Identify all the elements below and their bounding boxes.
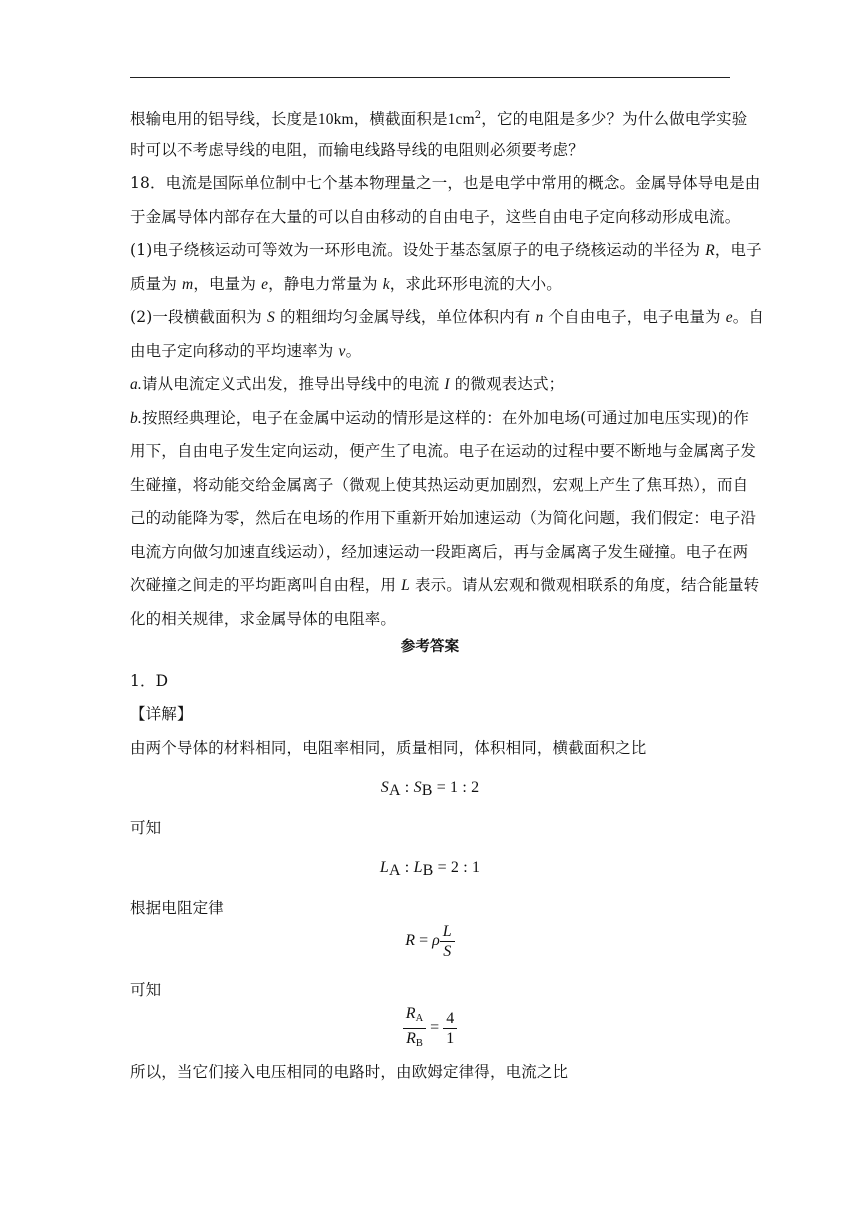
- var-R: R: [405, 931, 416, 949]
- header-rule: [130, 77, 730, 78]
- area-value: 1cm: [447, 111, 475, 128]
- q18-part2-line-2: [130, 341, 730, 361]
- var-e: e: [725, 309, 733, 326]
- area-exponent: 2: [474, 110, 482, 121]
- sub-B: B: [421, 781, 433, 799]
- equation-area-ratio: [130, 778, 730, 798]
- q18-part-b-line-4: 己的动能降为零，然后在电场的作用下重新开始加速运动（为简化问题，我们假定：电子沿: [130, 509, 757, 527]
- var-I: I: [444, 376, 450, 393]
- explanation-3: 根据电阻定律: [130, 898, 224, 917]
- denominator: S: [443, 942, 452, 960]
- var-rho: ρ: [432, 931, 440, 949]
- q18-part1-line-1: [130, 240, 762, 260]
- q18-part1-line-2: [130, 274, 730, 294]
- var-R: R: [405, 1004, 416, 1022]
- answers-title: 参考答案: [400, 638, 460, 655]
- sub-A: A: [415, 1012, 424, 1024]
- numerator: L: [440, 922, 455, 942]
- detail-label: 【详解】: [130, 705, 193, 723]
- explanation-2: 可知: [130, 818, 162, 837]
- q18-part-b-line-7: 化的相关规律，求金属导体的电阻率。: [130, 609, 397, 628]
- q18-part-b-line-5: 电流方向做匀加速直线运动），经加速运动一段距离后，再与金属离子发生碰撞。电子在两: [130, 542, 749, 561]
- text: 由电子定向移动的平均速率为: [130, 341, 339, 360]
- text: ，它的电阻是多少？为什么做电学实验: [481, 110, 748, 128]
- var-R: R: [705, 242, 715, 259]
- text: 的粗细均匀金属导线，单位体积内有: [274, 308, 536, 326]
- q18-part-b-line-3: 生碰撞，将动能交给金属离子（微观上使其热运动更加剧烈，宏观上产生了焦耳热），而自: [130, 475, 749, 494]
- q18-intro-2: 于金属导体内部存在大量的可以自由移动的自由电子，这些自由电子定向移动形成电流。: [130, 207, 741, 226]
- q18-part-a: [130, 374, 730, 394]
- q18-part-b-line-2: 用下，自由电子发生定向运动，便产生了电流。电子在运动的过程中要不断地与金属离子发: [130, 442, 757, 460]
- fraction-left: [403, 1004, 426, 1053]
- var-v: v: [338, 342, 346, 360]
- var-n: n: [535, 309, 544, 326]
- text: (1)电子绕核运动可等效为一环形电流。设处于基态氢原子的电子绕核运动的半径为: [130, 241, 706, 259]
- q18-part-b-line-1: [130, 408, 750, 428]
- text: 。: [345, 341, 362, 360]
- page-content: [130, 106, 765, 1095]
- sub-B: B: [415, 1037, 423, 1049]
- text: 表示。请从宏观和微观相联系的角度，结合能量转: [409, 576, 760, 594]
- colon: :: [400, 778, 414, 796]
- text: ，电量为: [193, 274, 262, 293]
- colon: :: [400, 858, 414, 876]
- text: (2)一段横截面积为: [130, 308, 268, 326]
- text: 。自: [732, 308, 765, 326]
- explanation-1: 由两个导体的材料相同，电阻率相同，质量相同，体积相同，横截面积之比: [130, 738, 647, 757]
- numerator: [403, 1004, 426, 1029]
- label-a: a.: [130, 376, 142, 393]
- var-L: L: [413, 858, 423, 876]
- ratio-value: = 1 : 2: [432, 778, 480, 796]
- answer-1: 1．D: [130, 671, 169, 690]
- denominator: [403, 1029, 426, 1053]
- q18-intro-1: 18．电流是国际单位制中七个基本物理量之一，也是电学中常用的概念。金属导体导电是由: [130, 174, 761, 192]
- var-L: L: [401, 577, 410, 594]
- q17-line-2: 时可以不考虑导线的电阻，而输电线路导线的电阻则必须要考虑？: [130, 140, 584, 159]
- var-L: L: [379, 858, 389, 876]
- q18-part-b-line-6: [130, 575, 760, 595]
- q17-line-1: [130, 106, 748, 128]
- var-S: S: [267, 309, 275, 326]
- text: ，电子: [714, 241, 762, 259]
- explanation-4: 可知: [130, 980, 162, 999]
- explanation-5: 所以，当它们接入电压相同的电路时，由欧姆定律得，电流之比: [130, 1062, 569, 1081]
- length-value: 10km: [317, 111, 354, 128]
- label-b: b.: [130, 409, 142, 427]
- var-R: R: [406, 1029, 416, 1047]
- text: 次碰撞之间走的平均距离叫自由程，用: [130, 576, 402, 594]
- var-k: k: [382, 275, 390, 293]
- text: 个自由电子，电子电量为: [543, 308, 726, 326]
- text: 的微观表达式；: [449, 375, 565, 393]
- text: 按照经典理论，电子在金属中运动的情形是这样的：在外加电场(可通过加电压实现)的作: [141, 408, 750, 427]
- text: ，求此环形电流的大小。: [389, 274, 562, 293]
- q18-part2-line-1: [130, 307, 765, 327]
- var-e: e: [261, 275, 269, 293]
- text: 请从电流定义式出发，推导出导线中的电流: [141, 375, 445, 393]
- equation-resistance-law: [130, 922, 730, 968]
- var-S: S: [413, 778, 422, 796]
- sub-A: A: [388, 861, 401, 879]
- text: ，横截面积是: [353, 110, 448, 128]
- fraction: [440, 922, 455, 961]
- equals: =: [426, 1018, 444, 1036]
- numerator: 4: [443, 1009, 457, 1029]
- equation-resistance-ratio: [130, 1004, 730, 1050]
- fraction-right: [443, 1009, 457, 1048]
- var-S: S: [380, 778, 389, 796]
- equation-length-ratio: [130, 858, 730, 878]
- text: ，静电力常量为: [268, 274, 383, 293]
- denominator: 1: [446, 1029, 455, 1047]
- ratio-value: = 2 : 1: [433, 858, 481, 876]
- text: 质量为: [130, 274, 183, 293]
- sub-A: A: [388, 781, 401, 799]
- text: 根输电用的铝导线，长度是: [130, 110, 318, 128]
- sub-B: B: [422, 861, 434, 879]
- equals: =: [415, 931, 433, 949]
- var-m: m: [182, 275, 194, 293]
